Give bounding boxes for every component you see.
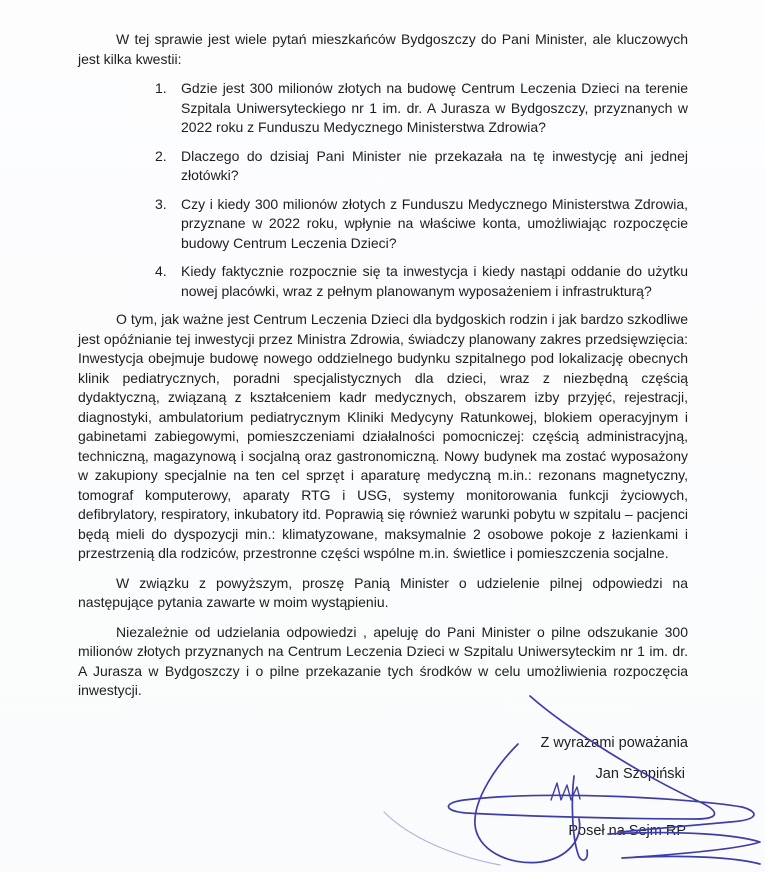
signatory-name: Jan Szopiński: [595, 766, 685, 782]
paragraph-investment-scope: O tym, jak ważne jest Centrum Leczenia Dzieci dla bydgoskich rodzin i jak bardzo szkodliwe jest opóźnianie tej inwestycji przez Ministra Zdrowia, świadczy planowany zakres przedsięwzięcia: Inwestycja obejmuje budowę nowego oddzielnego budynku szpitalnego pod lokalizację obecnych klinik pediatrycznych, poradni specjalistycznych dla dzieci, wraz z niezbędną częścią dydaktyczną, związaną z kształceniem kadr medycznych, obszarem izby przyjęć, rejestracji, diagnostyki, ambulatorium pediatrycznym Kliniki Medycyny Ratunkowej, blokiem operacyjnym i gabinetami zabiegowymi, pomieszczeniami działalności pomocniczej: częścią administracyjną, techniczną, magazynową i socjalną oraz gastronomiczną. Nowy budynek ma zostać wyposażony w zakupiony specjalnie na ten cel sprzęt i aparaturę medyczną m.in.: rezonans magnetyczny, tomograf komputerowy, aparaty RTG i USG, systemy monitorowania funkcji życiowych, defibrylatory, respiratory, inkubatory itd. Poprawią się również warunki pobytu w szpitalu – pacjenci będą mieli do dyspozycji min.: klimatyzowane, maksymalnie 2 osobowe pokoje z łazienkami i przestrzenią dla rodziców, przestronne części wspólne m.in. świetlice i pomieszczenia socjalne.: [78, 311, 688, 561]
question-text: Czy i kiedy 300 milionów złotych z Funduszu Medycznego Ministerstwa Zdrowia, przyznane w 2022 roku, wpłynie na właściwe konta, umożliwiając rozpoczęcie budowy Centrum Leczenia Dzieci?: [181, 195, 688, 251]
question-item-2: [155, 147, 688, 186]
paragraph-request: W związku z powyższym, proszę Panią Minister o udzielenie pilnej odpowiedzi na następujące pytania zawarte w moim wystąpieniu.: [78, 574, 688, 610]
question-number: 4.: [155, 263, 167, 279]
paragraph-appeal: Niezależnie od udzielania odpowiedzi , apeluję do Pani Minister o pilne odszukanie 300 milionów złotych przyznanych na Centrum Leczenia Dzieci w Szpitalu Uniwersyteckim nr 1 im. dr. A Jurasza w Bydgoszczy i o pilne przekazanie tych środków w celu umożliwienia rozpoczęcia inwestycji.: [78, 623, 688, 698]
question-number: 2.: [155, 147, 167, 164]
handwritten-signature: [368, 688, 765, 872]
question-number: 3.: [155, 195, 167, 212]
question-text: Gdzie jest 300 milionów złotych na budowę Centrum Leczenia Dzieci na terenie Szpitala Uniwersyteckiego nr 1 im. dr. A Jurasza w Bydgoszczy, przyznanych w 2022 roku z Funduszu Medycznego Ministerstwa Zdrowia?: [181, 80, 688, 135]
question-item-4: [155, 262, 688, 301]
question-text: Kiedy faktycznie rozpocznie się ta inwestycja i kiedy nastąpi oddanie do użytku nowej placówki, wraz z pełnym planowanym wyposażeniem i infrastrukturą?: [181, 263, 688, 299]
question-item-3: [155, 195, 688, 254]
intro-paragraph: W tej sprawie jest wiele pytań mieszkańców Bydgoszczy do Pani Minister, ale kluczowych jest kilka kwestii:: [78, 31, 688, 67]
closing-phrase: Z wyrazami poważania: [540, 735, 688, 751]
question-text: Dlaczego do dzisiaj Pani Minister nie przekazała na tę inwestycję ani jednej złotówki?: [181, 147, 688, 183]
letter-body: [78, 30, 688, 701]
question-item-1: [155, 79, 688, 138]
question-number: 1.: [155, 80, 167, 96]
questions-list: [78, 79, 688, 301]
signatory-title: Poseł na Sejm RP: [568, 823, 686, 839]
